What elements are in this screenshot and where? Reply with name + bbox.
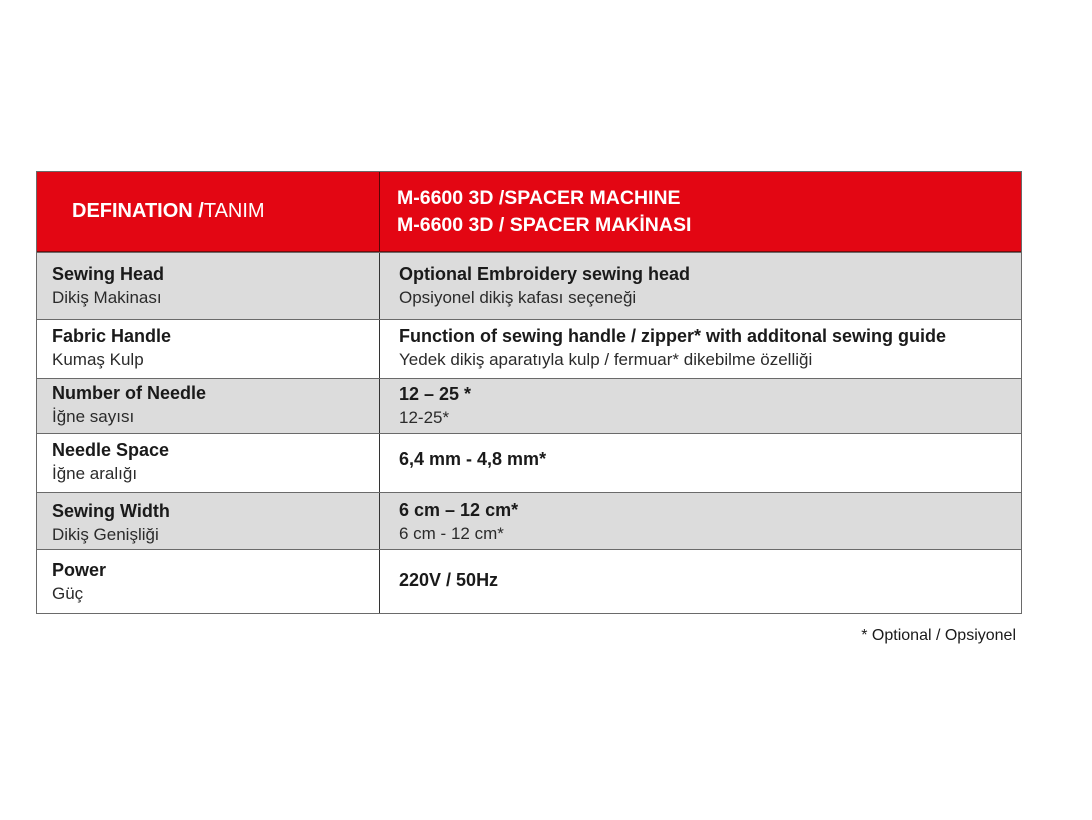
row-value — [380, 320, 1021, 378]
label-tr: Kumaş Kulp — [52, 350, 144, 369]
row-label — [37, 550, 380, 613]
value-en: 12 – 25 * — [399, 384, 472, 404]
table-row-power — [37, 549, 1021, 613]
header-definition-tr: TANIM — [203, 200, 265, 222]
value-en: 220V / 50Hz — [399, 570, 499, 590]
label-tr: Dikiş Genişliği — [52, 525, 159, 544]
label-en: Sewing Width — [52, 501, 170, 521]
label-tr: Güç — [52, 584, 84, 603]
row-label — [37, 379, 380, 433]
row-value — [380, 253, 1021, 319]
label-tr: İğne sayısı — [52, 407, 135, 426]
value-tr: Opsiyonel dikiş kafası seçeneği — [399, 288, 637, 307]
label-tr: İğne aralığı — [52, 464, 138, 483]
table-row-number-of-needle — [37, 378, 1021, 433]
header-definition — [37, 172, 380, 251]
row-label — [37, 320, 380, 378]
row-label — [37, 493, 380, 549]
table-row-needle-space — [37, 433, 1021, 492]
row-value — [380, 434, 1021, 492]
value-en: Function of sewing handle / zipper* with additonal sewing guide — [399, 326, 947, 346]
header-definition-en: DEFINATION / — [72, 200, 204, 222]
row-value — [380, 493, 1021, 549]
value-tr: Yedek dikiş aparatıyla kulp / fermuar* dikebilme özelliği — [399, 350, 813, 369]
value-en: Optional Embroidery sewing head — [399, 264, 691, 284]
spec-table — [36, 171, 1022, 614]
row-value — [380, 379, 1021, 433]
label-en: Fabric Handle — [52, 326, 172, 346]
table-row-sewing-head — [37, 252, 1021, 319]
footnote-optional: * Optional / Opsiyonel — [861, 627, 1016, 644]
header-machine-title-en: M-6600 3D /SPACER MACHINE — [397, 186, 681, 209]
table-row-sewing-width — [37, 492, 1021, 549]
label-tr: Dikiş Makinası — [52, 288, 162, 307]
value-en: 6,4 mm - 4,8 mm* — [399, 449, 547, 469]
value-tr: 6 cm - 12 cm* — [399, 524, 504, 543]
table-row-fabric-handle — [37, 319, 1021, 378]
value-en: 6 cm – 12 cm* — [399, 500, 519, 520]
header-machine-title-tr: M-6600 3D / SPACER MAKİNASI — [397, 213, 692, 236]
value-tr: 12-25* — [399, 408, 450, 427]
row-label — [37, 434, 380, 492]
label-en: Number of Needle — [52, 383, 207, 403]
row-value — [380, 550, 1021, 613]
table-header — [37, 172, 1021, 252]
row-label — [37, 253, 380, 319]
label-en: Needle Space — [52, 440, 170, 460]
header-machine-title — [380, 172, 1021, 251]
label-en: Sewing Head — [52, 264, 165, 284]
label-en: Power — [52, 560, 107, 580]
